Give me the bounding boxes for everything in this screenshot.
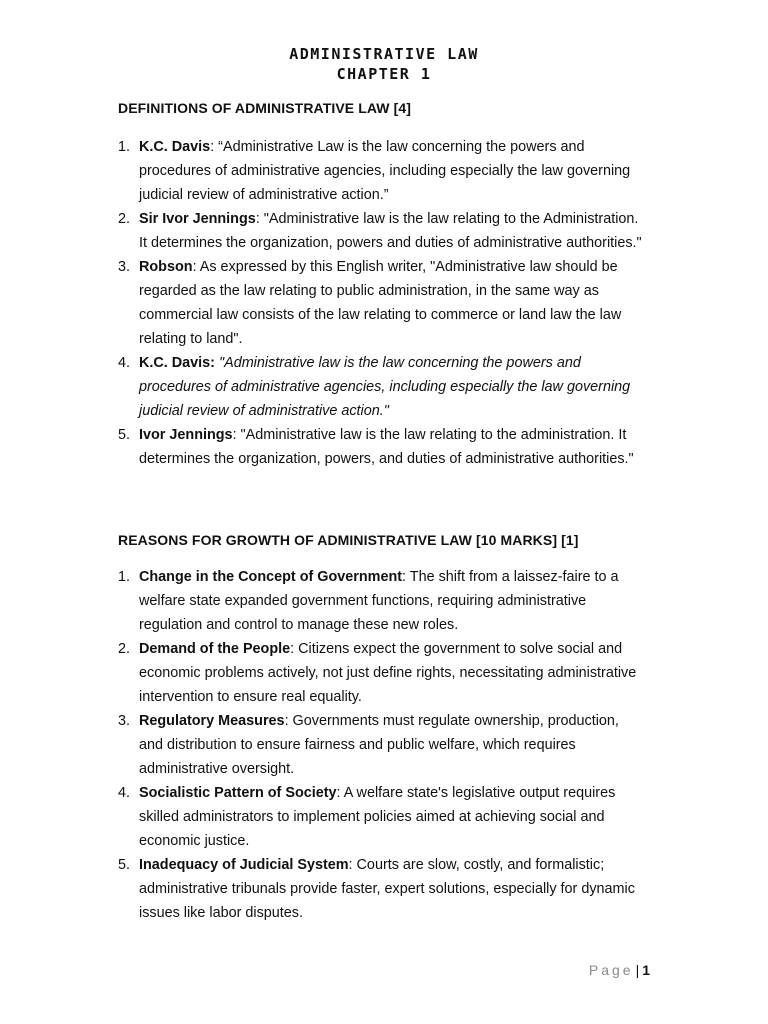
list-item-term: K.C. Davis: xyxy=(139,355,215,371)
list-item-number: 1. xyxy=(118,569,131,585)
list-item-term: Demand of the People xyxy=(139,641,291,657)
definitions-heading: DEFINITIONS OF ADMINISTRATIVE LAW [4] xyxy=(118,100,412,116)
list-item xyxy=(118,781,646,853)
list-item-number: 4. xyxy=(118,785,131,801)
list-item-term: Inadequacy of Judicial System xyxy=(139,857,349,873)
document-title: ADMINISTRATIVE LAW xyxy=(289,45,479,63)
list-item-number: 5. xyxy=(118,427,131,443)
list-item xyxy=(118,255,646,351)
list-item-number: 3. xyxy=(118,259,131,275)
list-item-text: : "Administrative law is the law relating to the Administration. It determines the organization, powers and duties of administrative authorities." xyxy=(139,211,642,251)
reasons-list xyxy=(118,565,646,925)
definitions-list xyxy=(118,135,646,471)
page-number: 1 xyxy=(642,962,650,978)
list-item-text: : Governments must regulate ownership, production, and distribution to ensure fairness and public welfare, which requires administrative oversight. xyxy=(139,713,619,777)
list-item-term: Sir Ivor Jennings xyxy=(139,211,256,227)
list-item-text: : "Administrative law is the law relating to the administration. It determines the organization, powers, and duties of administrative authorities." xyxy=(139,427,634,467)
list-item-text: : Citizens expect the government to solve social and economic problems actively, not just define rights, necessitating administrative intervention to ensure real equality. xyxy=(139,641,637,705)
list-item-text: "Administrative law is the law concerning the powers and procedures of administrative agencies, including especially the law governing judicial review of administrative action." xyxy=(139,355,631,419)
list-item-number: 2. xyxy=(118,641,131,657)
list-item-term: Regulatory Measures xyxy=(139,713,285,729)
list-item-text: : The shift from a laissez-faire to a welfare state expanded government functions, requiring administrative regulation and control to manage these new roles. xyxy=(139,569,619,633)
list-item xyxy=(118,853,646,925)
list-item xyxy=(118,351,646,423)
list-item-term: Change in the Concept of Government xyxy=(139,569,403,585)
page-footer xyxy=(589,958,650,982)
list-item-text: : “Administrative Law is the law concerning the powers and procedures of administrative agencies, including especially the law governing judicial review of administrative action.” xyxy=(139,139,631,203)
chapter-title: CHAPTER 1 xyxy=(336,65,432,83)
list-item xyxy=(118,565,646,637)
list-item-number: 5. xyxy=(118,857,131,873)
list-item-text: : As expressed by this English writer, "Administrative law should be regarded as the law relating to public administration, in the same way as commercial law consists of the law relating to commerce or land law the law relating to land". xyxy=(139,259,622,347)
reasons-heading: REASONS FOR GROWTH OF ADMINISTRATIVE LAW [10 MARKS] [1] xyxy=(118,532,579,548)
list-item-term: Robson xyxy=(139,259,193,275)
page-separator: | xyxy=(635,962,640,978)
list-item-term: K.C. Davis xyxy=(139,139,211,155)
list-item-text: : A welfare state's legislative output requires skilled administrators to implement policies aimed at achieving social and economic justice. xyxy=(139,785,616,849)
list-item-text: : Courts are slow, costly, and formalistic; administrative tribunals provide faster, expert solutions, especially for dynamic issues like labor disputes. xyxy=(139,857,635,921)
page-label: Page xyxy=(588,962,634,978)
list-item xyxy=(118,423,646,471)
list-item xyxy=(118,637,646,709)
list-item-number: 1. xyxy=(118,139,131,155)
list-item-term: Ivor Jennings xyxy=(139,427,233,443)
list-item-number: 4. xyxy=(118,355,131,371)
list-item-number: 2. xyxy=(118,211,131,227)
list-item xyxy=(118,135,646,207)
list-item xyxy=(118,207,646,255)
list-item-number: 3. xyxy=(118,713,131,729)
list-item-term: Socialistic Pattern of Society xyxy=(139,785,337,801)
list-item xyxy=(118,709,646,781)
